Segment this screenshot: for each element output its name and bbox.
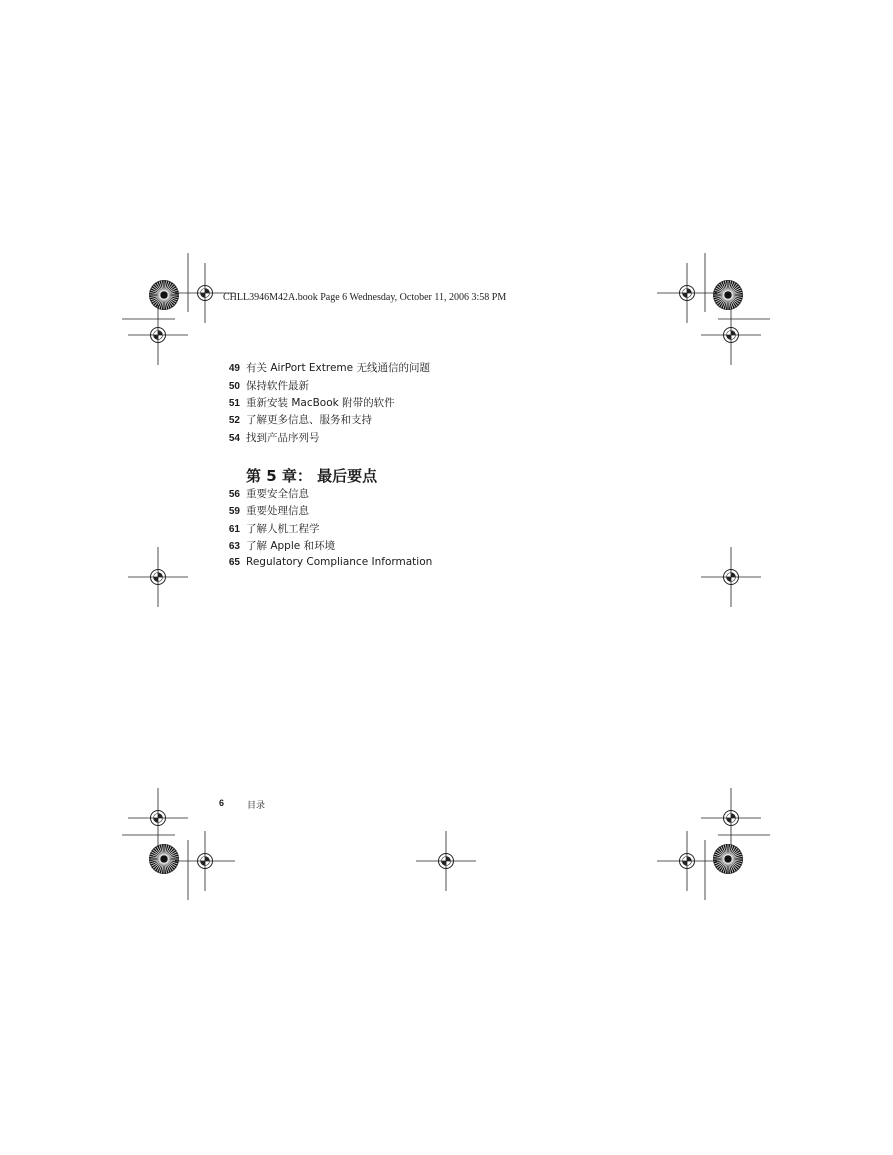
footer-section-label: 目录 xyxy=(247,801,266,811)
toc-entry[interactable] xyxy=(200,378,309,393)
toc-entry[interactable] xyxy=(200,360,430,375)
toc-page-number: 65 xyxy=(228,557,240,568)
toc-page-number: 51 xyxy=(228,398,240,409)
toc-page-number: 61 xyxy=(228,524,240,535)
toc-page-number: 59 xyxy=(228,506,240,517)
toc-page-number: 56 xyxy=(228,489,240,500)
toc-entry[interactable] xyxy=(200,430,320,445)
toc-title: 有关 AirPort Extreme 无线通信的问题 xyxy=(246,362,430,374)
print-header: CHLL3946M42A.book Page 6 Wednesday, October 11, 2006 3:58 PM xyxy=(223,292,507,303)
toc-title: 保持软件最新 xyxy=(246,380,309,392)
toc-title: 了解更多信息、服务和支持 xyxy=(246,414,372,426)
toc-title: 重要安全信息 xyxy=(246,488,309,500)
toc-entry[interactable] xyxy=(200,503,309,518)
toc-entry[interactable] xyxy=(200,395,395,410)
toc-title: Regulatory Compliance Information xyxy=(246,556,433,568)
toc-title: 了解 Apple 和环境 xyxy=(246,540,336,552)
toc-entry[interactable] xyxy=(200,556,432,568)
toc-title: 找到产品序列号 xyxy=(246,432,320,444)
footer-page-number: 6 xyxy=(219,798,225,808)
toc-title: 了解人机工程学 xyxy=(246,523,320,535)
toc-page-number: 49 xyxy=(228,363,240,374)
toc-title: 重新安装 MacBook 附带的软件 xyxy=(246,397,395,409)
chapter-heading[interactable]: 第 5 章： 最后要点 xyxy=(246,467,378,485)
star-target-center xyxy=(160,291,168,299)
toc-page-number: 63 xyxy=(228,541,240,552)
toc-entry[interactable] xyxy=(200,521,320,536)
star-target-center xyxy=(724,291,732,299)
star-target-center xyxy=(724,855,732,863)
toc-page-number: 50 xyxy=(228,381,240,392)
toc-entry[interactable] xyxy=(200,412,372,427)
toc-page-number: 52 xyxy=(228,415,240,426)
toc-page-number: 54 xyxy=(228,433,240,444)
star-target-center xyxy=(160,855,168,863)
toc-entry[interactable] xyxy=(200,486,309,501)
toc-title: 重要处理信息 xyxy=(246,505,309,517)
toc-entry[interactable] xyxy=(200,538,335,553)
